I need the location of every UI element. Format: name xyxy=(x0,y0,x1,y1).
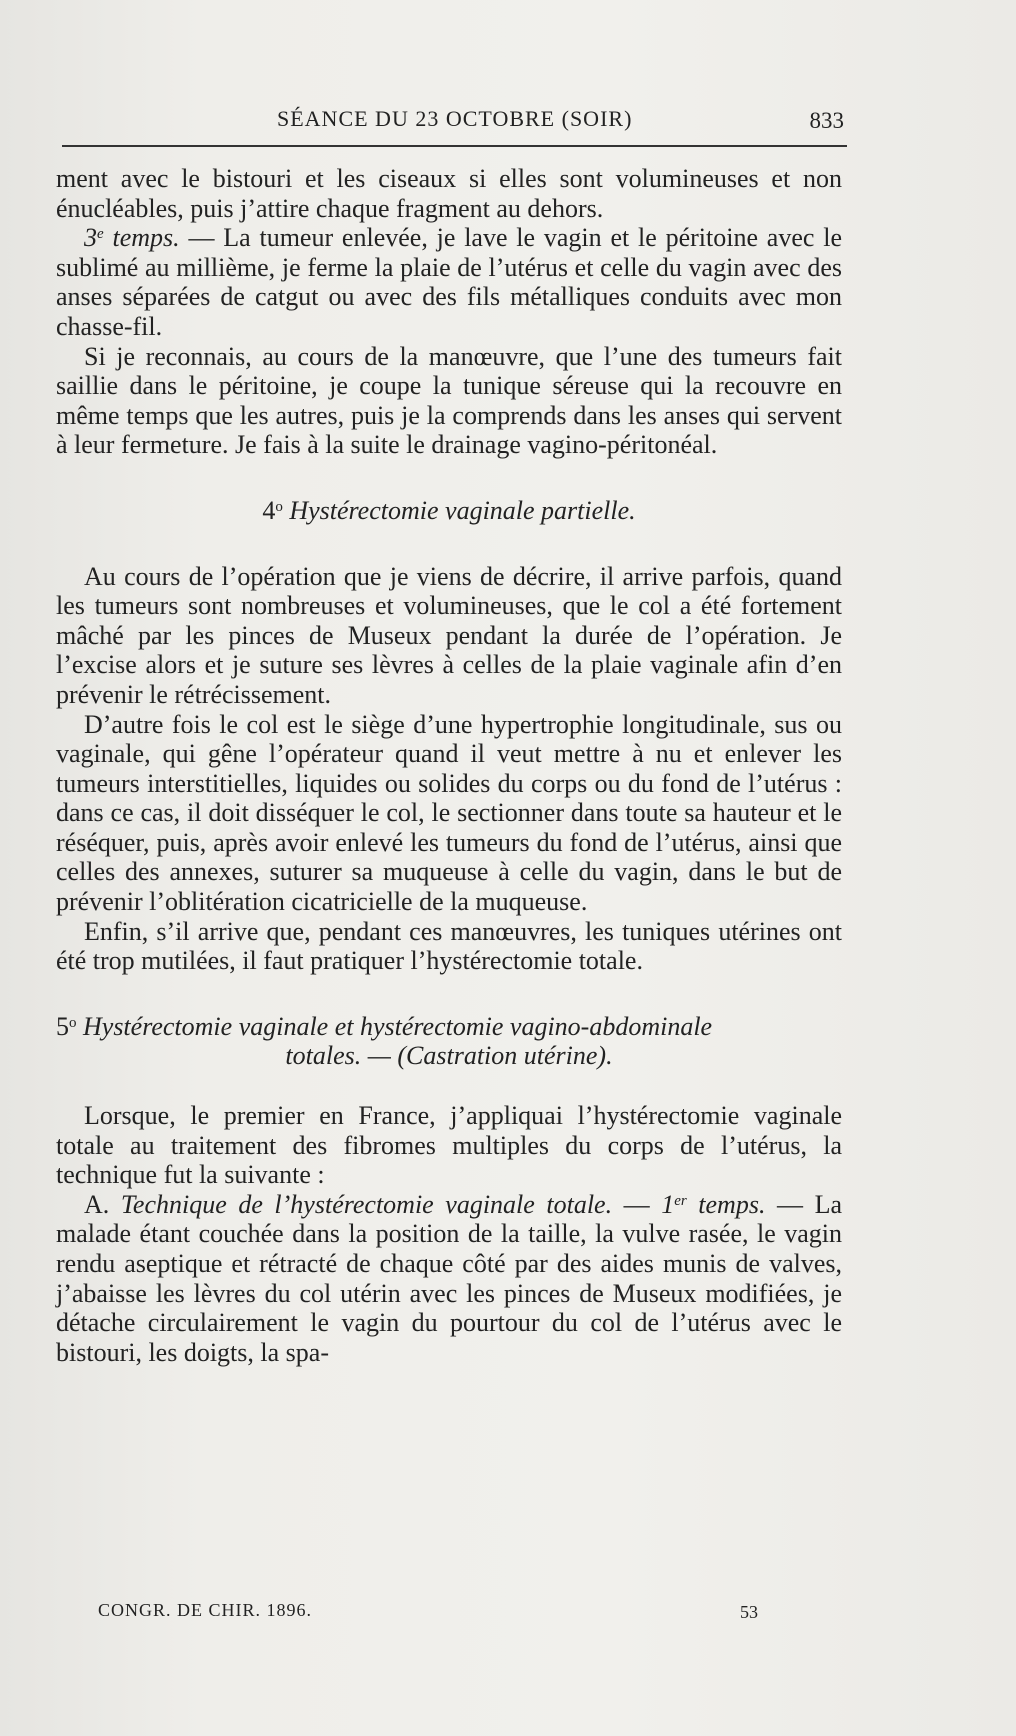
paragraph-2 xyxy=(56,223,842,341)
paragraph-5: D’autre fois le col est le siège d’une hypertrophie longitudinale, sus ou vaginale, qui gêne l’opérateur quand il veut mettre à nu et enlever les tumeurs interstitielles, liquides ou solides du corps ou du fond de l’utérus : dans ce cas, il doit disséquer le col, le sectionner dans toute sa hauteur et le réséquer, puis, après avoir enlevé les tumeurs du fond de l’utérus, ainsi que celles des annexes, suturer sa muqueuse à celle du vagin, dans le but de prévenir l’oblitération cicatricielle de la muqueuse. xyxy=(56,709,842,917)
spacer xyxy=(56,526,842,562)
heading-5-number: 5 xyxy=(56,1011,69,1041)
paragraph-1: ment avec le bistouri et les ciseaux si elles sont volumineuses et non énucléables, puis j’attire chaque fragment au dehors. xyxy=(56,164,842,223)
page-body xyxy=(56,164,842,1367)
spacer xyxy=(56,460,842,496)
section-heading-5-line-2: totales. — (Castration utérine). xyxy=(285,1041,613,1071)
step-word: temps. xyxy=(686,1189,766,1219)
step-word: temps. xyxy=(103,223,180,253)
page-number: 833 xyxy=(809,108,844,133)
heading-4-ordinal: o xyxy=(275,498,283,515)
subsection-dash: — xyxy=(612,1189,662,1219)
heading-5-line-1: Hystérectomie vaginale et hystérectomie vagino-abdominale xyxy=(76,1011,713,1041)
spacer xyxy=(56,976,842,1012)
step-number: 3 xyxy=(84,223,97,253)
running-header xyxy=(62,100,844,140)
header-rule xyxy=(62,145,847,147)
paragraph-8-text: — La malade étant couchée dans la position de la taille, la vulve rasée, le vagin rendu aseptique et rétracté de chaque côté par des aides munis de valves, j’abaisse les lèvres du col utérin avec les pinces de Museux modifiées, je détache circulairement le vagin du pourtour du col de l’utérus avec le bistouri, les doigts, la spa- xyxy=(56,1189,842,1367)
running-title: SÉANCE DU 23 OCTOBRE (SOIR) xyxy=(277,106,633,131)
step-ordinal: e xyxy=(97,226,104,243)
footer-source: CONGR. DE CHIR. 1896. xyxy=(98,1600,313,1620)
step-number: 1 xyxy=(661,1189,675,1219)
section-heading-4 xyxy=(56,496,842,526)
page-footer xyxy=(98,1600,758,1630)
heading-4-number: 4 xyxy=(262,495,276,525)
subsection-letter: A. xyxy=(84,1189,121,1219)
paragraph-7: Lorsque, le premier en France, j’appliquai l’hystérectomie vaginale totale au traitement des fibromes multiples du corps de l’utérus, la technique fut la suivante : xyxy=(56,1101,842,1190)
section-heading-5 xyxy=(56,1012,842,1042)
subsection-title: Technique de l’hystérectomie vaginale totale. xyxy=(120,1189,613,1219)
spacer xyxy=(56,1071,842,1101)
paragraph-3: Si je reconnais, au cours de la manœuvre, que l’une des tumeurs fait saillie dans le péritoine, je coupe la tunique séreuse qui la recouvre en même temps que les autres, puis je la comprends dans les anses qui servent à leur fermeture. Je fais à la suite le drainage vagino-péritonéal. xyxy=(56,341,842,460)
paragraph-8 xyxy=(56,1190,842,1368)
step-ordinal: er xyxy=(674,1192,687,1209)
heading-4-text: Hystérectomie vaginale partielle. xyxy=(282,495,636,525)
signature-mark: 53 xyxy=(740,1602,758,1622)
paragraph-6: Enfin, s’il arrive que, pendant ces manœuvres, les tuniques utérines ont été trop mutilées, il faut pratiquer l’hystérectomie totale. xyxy=(56,916,842,976)
paragraph-2-text: — La tumeur enlevée, je lave le vagin et le péritoine avec le sublimé au millième, je ferme la plaie de l’utérus et celle du vagin avec des anses séparées de catgut ou avec des fils métalliques conduits avec mon chasse-fil. xyxy=(56,223,842,341)
paragraph-4: Au cours de l’opération que je viens de décrire, il arrive parfois, quand les tumeurs sont nombreuses et volumineuses, que le col a été fortement mâché par les pinces de Museux pendant la durée de l’opération. Je l’excise alors et je suture ses lèvres à celles de la plaie vaginale afin d’en prévenir le rétrécissement. xyxy=(56,561,842,709)
heading-5-ordinal: o xyxy=(69,1014,77,1031)
